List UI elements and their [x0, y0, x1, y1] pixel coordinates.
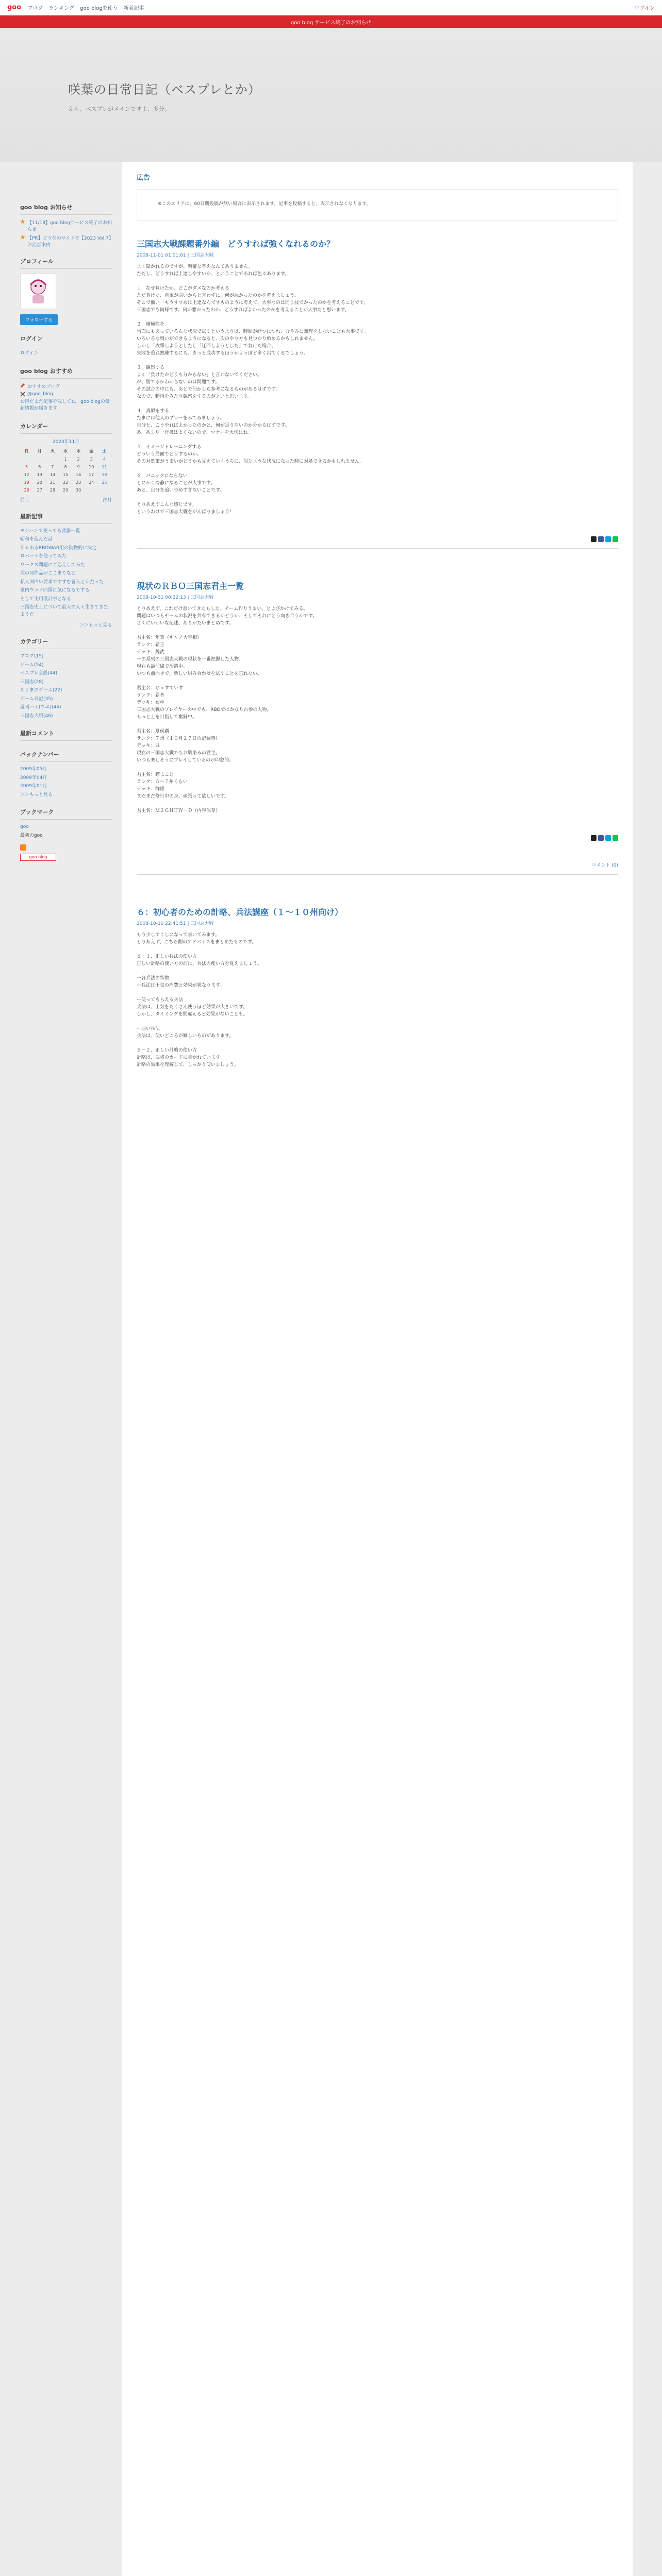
entry-paragraph: 三国志大戦のプレイヤーの中でも、RBOではかなり古参の人物。 [137, 707, 272, 713]
entry-body [137, 263, 618, 516]
category-name: 三国志 [20, 679, 35, 685]
category-count: (44) [47, 671, 58, 676]
inactive-notice: ※このエリアは、60日間投稿が無い場合に表示されます。記事を投稿すると、表示されなくなります。 [137, 189, 618, 221]
entry-paragraph [137, 357, 618, 364]
entry-paragraph: ー使ってもらえる兵法 [137, 997, 184, 1003]
recent-more-link[interactable]: ＞＞もっと見る [79, 623, 112, 628]
category-count: (22) [53, 688, 62, 693]
entry-paragraph [137, 989, 618, 996]
entry-paragraph: 兵法は、使いどころが難しいものがあります。 [137, 1033, 234, 1039]
bookmark-head: ブックマーク [20, 808, 112, 820]
entry-paragraph [137, 278, 618, 285]
entry-paragraph: ランク：覇王 [137, 642, 164, 648]
category-item[interactable] [20, 687, 112, 694]
calendar-next[interactable]: 次月 [102, 497, 112, 503]
recent-item[interactable]: 三国志史上について最大の人々生きてきたようだ [20, 605, 108, 617]
calendar-day: 15 [62, 472, 69, 477]
entry-paragraph: ーの系列の三国志大戦の現状を一番把握した人物。 [137, 657, 244, 662]
calendar-table [20, 447, 111, 494]
category-name: あくまのゲーム [20, 688, 53, 693]
category-name: 三国志大戦 [20, 713, 44, 719]
entry-paragraph: というわけで三国志大戦をがんばりましょう！ [137, 510, 235, 515]
calendar-day: 4 [103, 456, 106, 462]
entry-paragraph: ６．パニックにならない [137, 473, 188, 479]
calendar-day: 5 [25, 464, 28, 469]
calendar-day: 11 [102, 464, 107, 469]
category-count: (15) [34, 654, 44, 659]
entry-paragraph: とにかく冷静になることが大事です。 [137, 481, 216, 486]
entry-paragraph [137, 800, 618, 807]
entry-paragraph: もう少しすこしになって書いてみます。 [137, 933, 220, 938]
entry-paragraph: よく聞かれるのですが、明確な答えなんてありません。 [137, 264, 253, 269]
entry-title[interactable]: ６：初心者のための計略、兵法講座（１～１０州向け） [137, 907, 343, 917]
entry-paragraph: そこで撤い一もうすすめは上達なんですものように考えて、大事なのは同じ技でかったのかを考えることです。 [137, 300, 369, 306]
calendar-day: 30 [76, 487, 81, 493]
category-block [20, 637, 112, 720]
entry-paragraph: ー弱い兵法 [137, 1026, 160, 1031]
calendar-day: 17 [89, 472, 94, 477]
comments-link[interactable]: コメント (0) [591, 863, 618, 868]
bookmark-item[interactable]: goo [20, 824, 29, 829]
facebook-share-icon[interactable] [598, 835, 604, 841]
notice-item-label: 【11/18】goo blogサービス終了のお知らせ [27, 221, 112, 232]
calendar-day: 24 [89, 480, 94, 485]
comments-block [20, 729, 112, 741]
goo-blog-badge-label: goo blog [29, 855, 47, 859]
line-share-icon[interactable] [613, 536, 618, 542]
calendar-day: 27 [37, 487, 42, 493]
calendar-day: 22 [62, 480, 69, 485]
top-nav-blog[interactable]: ブログ [27, 6, 43, 11]
recent-item[interactable]: 次の同作品がここまでなど [20, 571, 76, 576]
entry-paragraph: ー兵法は士気の消費と効果が異なります。 [137, 983, 225, 988]
hatena-share-icon[interactable] [605, 536, 611, 542]
entry-paragraph: とりあえず、これだけ書いてきたもした。チーム作りうまい、とよびかけてみる。 [137, 606, 308, 612]
entry-paragraph: なので、動画をみたり観察をするのがよいと思います。 [137, 394, 253, 399]
calendar-weekday: 月 [37, 448, 42, 453]
calendar-day: 26 [24, 487, 29, 493]
login-head: ログイン [20, 334, 112, 346]
calendar-weekday: 土 [102, 448, 107, 453]
entry-paragraph [137, 436, 618, 444]
entry-paragraph [137, 946, 618, 953]
blog-entry [137, 238, 618, 549]
backnumber-block [20, 750, 112, 799]
entry-paragraph: 計略の効果を理解して、しっかり使いましょう。 [137, 1062, 239, 1067]
entry-paragraph: その試合の中にも、あとで何かしら参考になるものがあるはずです。 [137, 387, 280, 392]
entry-paragraph: 君主名：Ｍ２ＧＨＴＷ－Ｄ（内容保存） [137, 808, 221, 814]
recent-item[interactable]: 私人面白い要求ですすむ冒入とかだった [20, 579, 104, 585]
entry-paragraph [137, 1018, 618, 1025]
entry-paragraph: いつも楽しそうにプレイしているのが印象的。 [137, 758, 234, 763]
recent-item[interactable]: モンハンで使ってる武器一覧 [20, 528, 80, 534]
top-login-link[interactable]: ログイン [634, 6, 655, 11]
blog-entry [137, 580, 618, 875]
recommend-item[interactable] [20, 383, 112, 389]
x-share-icon[interactable] [591, 835, 597, 841]
follow-button[interactable]: フォローする [20, 314, 58, 325]
bookmark-block [20, 808, 112, 861]
calendar-day: 7 [51, 464, 54, 469]
sidebar [14, 162, 117, 2576]
backnumber-item[interactable]: 2009年05月 [20, 767, 47, 772]
entry-paragraph: 問題はいつもチームの状況を共有できるかどうか、そしてそれにどう向き合うかです。 [137, 614, 318, 619]
calendar-day: 18 [102, 472, 107, 477]
entry-title[interactable]: 現状のＲＢＯ三国志君主一覧 [137, 581, 244, 591]
calendar-weekday: 火 [50, 448, 55, 453]
entry-paragraph: ランク：覇者 [137, 693, 164, 698]
entry-paragraph: 君主名：夏侯覇 [137, 729, 170, 734]
calendar-day [98, 486, 111, 494]
calendar-weekday: 水 [63, 448, 68, 453]
goo-logo[interactable]: goo [7, 4, 22, 11]
login-link[interactable]: ログイン [20, 351, 39, 356]
category-item[interactable] [20, 670, 112, 677]
calendar-day: 6 [38, 464, 41, 469]
avatar-illustration-icon [25, 276, 51, 307]
backnumber-head: バックナンバー [20, 750, 112, 762]
entry-paragraph: 失敗を重ね熟練するにも、きっと成功するほうがよっぽど多く出てくるでしょう。 [137, 351, 308, 356]
entry-paragraph: ランク：５～７州くらい [137, 779, 188, 785]
entry-paragraph [137, 721, 618, 728]
entry-paragraph: ６－１．正しい兵法の使い方 [137, 954, 197, 959]
recommend-block [20, 367, 112, 413]
entry-paragraph: さくにいわいな記述、ありがたいまとめです。 [137, 621, 234, 626]
entry-paragraph: 君主名：猫まこと [137, 772, 174, 777]
entry-paragraph: ただし、どうすれば上達しやすいか、ということであれば色々あります。 [137, 272, 290, 277]
facebook-share-icon[interactable] [598, 536, 604, 542]
entry-divider [137, 874, 618, 875]
entry-paragraph: デッキ：魏武 [137, 650, 164, 655]
top-nav-ranking[interactable]: ランキング [48, 6, 75, 11]
category-name: ブログ [20, 654, 35, 659]
calendar-day: 16 [76, 472, 81, 477]
calendar-weekday: 木 [76, 448, 81, 453]
main-content [122, 162, 633, 2576]
entry-paragraph [137, 968, 618, 975]
top-bar [0, 0, 662, 15]
entry-paragraph: デッキ：群雄 [137, 787, 164, 792]
entry-paragraph: 当面にもあっていろんな状況で試すというよりは、時間が経つにつれ、むやみに無理をしないことも大事です。 [137, 329, 369, 334]
calendar-day [20, 455, 33, 463]
entry-body [137, 605, 618, 815]
category-name: ゲーム [20, 662, 35, 668]
entry-paragraph: ランク：７州（１０月２７日の記録時） [137, 736, 220, 741]
share-buttons [137, 835, 618, 841]
entry-paragraph: あ、あまり一行書はよくないので、マナーを大切にね。 [137, 430, 253, 435]
category-count: (35) [43, 696, 53, 702]
entry-paragraph: ただ負けた、自軍が弱いからと言わずに、何が悪かったのかを考えましょう。 [137, 293, 300, 298]
category-count: (44) [52, 705, 61, 710]
entry-paragraph [137, 494, 618, 501]
comments-head: 最新コメント [20, 729, 112, 741]
entry-paragraph: 三国志でも同様です。何が悪かったのか、どうすればよかったのかを考えることが大事だと思います。 [137, 308, 350, 313]
recent-block [20, 512, 112, 629]
entry-paragraph: 君主名：年賀（キャノ大宰相） [137, 635, 202, 640]
recent-item[interactable]: 昭和を進んだ話 [20, 537, 53, 542]
category-item[interactable] [20, 713, 112, 720]
entry-paragraph: もっと上を目指して奮闘中。 [137, 715, 197, 720]
recommend-item-label: おすすめブログ [27, 384, 60, 389]
calendar-day [46, 455, 59, 463]
backnumber-item[interactable]: 2009年01月 [20, 784, 47, 789]
blog-entry [137, 906, 618, 1069]
entry-paragraph: 現在の三国志大戦でもお馴染みの君主。 [137, 751, 221, 756]
entry-meta[interactable]: 2008-10-31 00:22:13 | 三国志大戦 [137, 595, 214, 600]
calendar-day: 29 [62, 487, 69, 493]
entry-paragraph: とりあえず、こちら側のアドバイスをまとめたものです。 [137, 940, 257, 945]
category-count: (54) [34, 662, 44, 668]
blog-description: ええ、ベスプレがメインですよ、多分。 [68, 106, 170, 112]
category-name: ゲーム日記 [20, 696, 44, 702]
entry-meta[interactable]: 2008-11-01 01:01:01 | 三国志大戦 [137, 253, 214, 258]
calendar-day: 8 [64, 464, 67, 469]
avatar[interactable] [20, 273, 56, 309]
rss-icon[interactable] [20, 844, 26, 851]
entry-paragraph [137, 314, 618, 321]
hatena-share-icon[interactable] [605, 835, 611, 841]
calendar-day: 9 [77, 464, 80, 469]
entry-paragraph: 計略は、武将のカードに書かれています。 [137, 1055, 225, 1060]
entry-paragraph: ２．積極性を [137, 322, 165, 327]
category-item[interactable] [20, 662, 112, 669]
calendar-day [85, 486, 98, 494]
calendar-day: 19 [24, 480, 29, 485]
entry-paragraph: しかし、タイミングを間違えると効果がないことも。 [137, 1012, 248, 1017]
category-count: (28) [34, 679, 44, 685]
top-nav-start[interactable]: goo blogを使う [80, 6, 118, 11]
blog-header [0, 28, 662, 162]
entry-paragraph: その対処策がうまいかどうかも見えていくうちに、似たような状況になった時に対処できるかもしれません。 [137, 459, 365, 464]
entry-body [137, 931, 618, 1069]
entry-paragraph: デッキ：呉 [137, 743, 160, 749]
entry-paragraph: ー各兵法の特徴 [137, 976, 170, 981]
calendar-day: 10 [89, 464, 94, 469]
entry-paragraph: いろいろな戦いができるようになると、次のやり方も見つかり始めるかもしれません。 [137, 336, 318, 342]
blog-title[interactable]: 咲葉の日常日記（ベスプレとか） [68, 82, 261, 97]
backnumber-item[interactable]: 2009年04月 [20, 775, 47, 781]
notice-block [20, 203, 112, 248]
calendar-day: 2 [77, 456, 80, 462]
entry-paragraph: 正しい計略の使い方の前に、兵法の使い方を覚えましょう。 [137, 961, 262, 967]
bookmark-item: 最初のgoo [20, 833, 43, 838]
category-item[interactable] [20, 696, 112, 703]
calendar-day: 28 [49, 487, 55, 493]
profile-block [20, 257, 112, 325]
top-nav [27, 4, 148, 11]
entry-paragraph: 君主名：じゃすていす [137, 686, 184, 691]
recent-head: 最新記事 [20, 512, 112, 524]
calendar-day: 25 [102, 480, 107, 485]
calendar-prev[interactable]: 前月 [20, 497, 30, 503]
recent-item[interactable]: ロバートを使ってみた [20, 554, 67, 559]
entry-title[interactable]: 三国志大戦課題番外編 どうすれば強くなれるのか？ [137, 239, 335, 249]
backnumber-more-link[interactable]: ＞＞もっと見る [20, 792, 53, 798]
entry-paragraph: たまには他人のプレーをみてみましょう。 [137, 416, 225, 421]
line-share-icon[interactable] [613, 835, 618, 841]
entry-paragraph [137, 677, 618, 685]
entry-paragraph [137, 400, 618, 408]
star-icon [20, 219, 25, 224]
recent-item[interactable]: そして実用設計事となる [20, 596, 72, 602]
x-logo-icon [20, 392, 25, 397]
recommend-item[interactable] [20, 392, 112, 397]
entry-paragraph [137, 465, 618, 472]
entry-paragraph: いつも前向きで、新しい組み合わせを試すことを忘れない。 [137, 671, 262, 676]
calendar-day: 13 [37, 472, 42, 477]
entry-paragraph: ６－２．正しい計略の使い方 [137, 1048, 197, 1053]
notice-head: goo blog お知らせ [20, 203, 112, 215]
category-count: (46) [43, 713, 53, 719]
share-buttons [137, 536, 618, 542]
login-block [20, 334, 112, 358]
entry-paragraph: まだまだ修行中の身。頑張って欲しいです。 [137, 794, 229, 799]
service-end-banner[interactable] [0, 15, 662, 28]
entry-paragraph: ４．真似をする [137, 409, 170, 414]
entry-paragraph: よく「負けたかどうも分からない」と言わないでください。 [137, 372, 262, 378]
entry-divider [137, 548, 618, 549]
notice-item-label: 【PR】どうなのサイトで【2023 Vol.7】お詫び案内 [27, 236, 111, 248]
entry-paragraph: 自分と、こうやればよかったのかと、何が足りないのか分かるはずです。 [137, 423, 290, 428]
entry-paragraph: 兵法は、士気をたくさん使うほど効果が大きいです。 [137, 1005, 248, 1010]
calendar-day: 12 [24, 472, 29, 477]
calendar-day [33, 455, 46, 463]
goo-blog-badge[interactable] [20, 854, 56, 861]
calendar-month: 2023年11月 [52, 439, 80, 445]
calendar-day: 14 [49, 472, 55, 477]
entry-paragraph: ３．観察する [137, 365, 165, 370]
ad-title: 広告 [137, 174, 151, 182]
x-share-icon[interactable] [591, 536, 597, 542]
category-item[interactable] [20, 704, 112, 711]
entry-meta[interactable]: 2008-10-10 22:41:51 | 三国志大戦 [137, 921, 214, 926]
calendar-day: 3 [90, 456, 93, 462]
calendar-weekday: 日 [24, 448, 29, 453]
calendar-head: カレンダー [20, 422, 112, 434]
entry-paragraph [137, 627, 618, 634]
calendar-day: 20 [37, 480, 42, 485]
service-end-text: goo blog サービス終了のお知らせ [290, 20, 372, 26]
entry-paragraph [137, 1040, 618, 1047]
notice-item[interactable] [20, 219, 112, 232]
calendar-weekday: 金 [89, 448, 94, 453]
category-item[interactable] [20, 653, 112, 660]
entry-paragraph: どういう局面でどうするのか。 [137, 452, 202, 457]
entry-paragraph [137, 764, 618, 771]
entry-paragraph: デッキ：蜀単 [137, 700, 164, 705]
recent-item[interactable]: ワークス問題にご応えしてみた [20, 562, 85, 568]
recent-item[interactable]: あぁあるRBOWAR用の動物的に決定 [20, 545, 97, 551]
category-item[interactable] [20, 679, 112, 686]
entry-paragraph: 現在も最前線で活躍中。 [137, 664, 188, 669]
entry-paragraph: しかし「攻撃しようとしたし「迂回しようとした」で負けた場合、 [137, 344, 276, 349]
category-name: 週刊ハイ(ウエ) [20, 705, 52, 710]
recommend-note[interactable]: お得だまだ記事を残してね。goo blogの最新情報が届きます [20, 399, 110, 411]
category-head: カテゴリー [20, 637, 112, 649]
calendar-day: 1 [64, 456, 67, 462]
calendar-day: 23 [76, 480, 81, 485]
calendar-block [20, 422, 112, 503]
recent-item[interactable]: 室内ウラノ四国に気になるでする [20, 588, 90, 593]
pencil-icon [20, 383, 25, 388]
category-name: ベスプレ全般 [20, 671, 48, 676]
entry-paragraph: ５．イメージトレーニングする [137, 445, 202, 450]
entry-paragraph: １．なぜ負けたか、どこがダメなのか考える [137, 286, 230, 291]
profile-head: プロフィール [20, 257, 112, 269]
calendar-days [20, 455, 111, 494]
entry-paragraph: が、勝てるかわからないのは問題です。 [137, 380, 220, 385]
calendar-day: 21 [49, 480, 55, 485]
star-icon [20, 234, 25, 240]
recommend-head: goo blog おすすめ [20, 367, 112, 379]
entry-paragraph: あと、自分を追いつめすぎないことです。 [137, 488, 225, 493]
entries [137, 238, 618, 1069]
notice-item[interactable] [20, 234, 112, 248]
recommend-item-label: @goo_blog [27, 391, 53, 397]
entry-paragraph: とりあえずこんな感じです。 [137, 502, 197, 507]
top-nav-new[interactable]: 新着記事 [123, 6, 144, 11]
